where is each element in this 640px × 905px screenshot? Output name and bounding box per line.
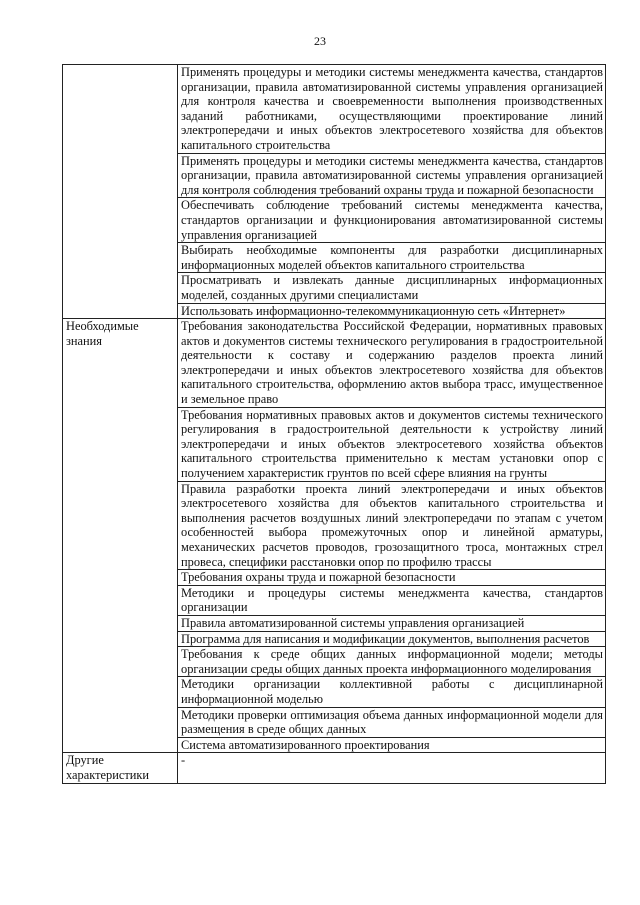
table-cell: Обеспечивать соблюдение требований системы менеджмента качества, стандартов организации и функционирования автоматизированной системы управления организацией: [178, 198, 606, 243]
table-cell: Применять процедуры и методики системы менеджмента качества, стандартов организации, правила автоматизированной системы управления организацией для контроля соблюдения требований охраны труда и пожарной безопасности: [178, 153, 606, 198]
table-cell: Выбирать необходимые компоненты для разработки дисциплинарных информационных моделей объектов капитального строительства: [178, 243, 606, 273]
table-cell: Программа для написания и модификации документов, выполнения расчетов: [178, 631, 606, 647]
row-label: [63, 65, 178, 319]
table-row: [63, 65, 606, 154]
table-cell: Методики проверки оптимизация объема данных информационной модели для размещения в среде общих данных: [178, 707, 606, 737]
table-cell: Применять процедуры и методики системы менеджмента качества, стандартов организации, правила автоматизированной системы управления организацией для контроля качества и своевременности выполнения производственных заданий работниками, осуществляющими проектирование линий электропередачи и иных объектов электросетевого хозяйства для объектов капитального строительства: [178, 65, 606, 154]
row-label-knowledge: Необходимые знания: [63, 319, 178, 753]
table-cell: Просматривать и извлекать данные дисциплинарных информационных моделей, созданных другими специалистами: [178, 273, 606, 303]
table-cell: Требования охраны труда и пожарной безопасности: [178, 570, 606, 586]
table-cell: Методики и процедуры системы менеджмента качества, стандартов организации: [178, 585, 606, 615]
table-cell: Система автоматизированного проектирования: [178, 737, 606, 753]
table-row: [63, 319, 606, 408]
row-label-other: Другие характеристики: [63, 753, 178, 783]
table-cell: Правила автоматизированной системы управления организацией: [178, 615, 606, 631]
table-cell: -: [178, 753, 606, 783]
table-cell: Правила разработки проекта линий электропередачи и иных объектов электросетевого хозяйства для объектов капитального строительства и выполнения расчетов воздушных линий электропередачи по этапам с учетом особенностей выбора промежуточных опор и линейной арматуры, механических расчетов проводов, грозозащитного троса, монтажных стрел провеса, специфики расстановки опор по профилю трассы: [178, 481, 606, 570]
table-cell: Использовать информационно-телекоммуникационную сеть «Интернет»: [178, 303, 606, 319]
requirements-table: [62, 64, 606, 784]
table-cell: Требования нормативных правовых актов и документов системы технического регулирования в градостроительной деятельности к устройству линий электропередачи и иных объектов электросетевого хозяйства объектов капитального строительства применительно к местам установки опор с получением характеристик грунтов по всей сфере влияния на грунты: [178, 407, 606, 481]
table-row: [63, 753, 606, 783]
page-number: 23: [314, 34, 326, 48]
table-cell: Требования к среде общих данных информационной модели; методы организации среды общих данных проекта информационного моделирования: [178, 647, 606, 677]
table-cell: Требования законодательства Российской Федерации, нормативных правовых актов и документов системы технического регулирования в градостроительной деятельности к составу и содержанию разделов проекта линий электропередачи и иных объектов электросетевого хозяйства для объектов капитального строительства, оформлению актов выбора трасс, имущественное и земельное право: [178, 319, 606, 408]
table-cell: Методики организации коллективной работы с дисциплинарной информационной моделью: [178, 677, 606, 707]
